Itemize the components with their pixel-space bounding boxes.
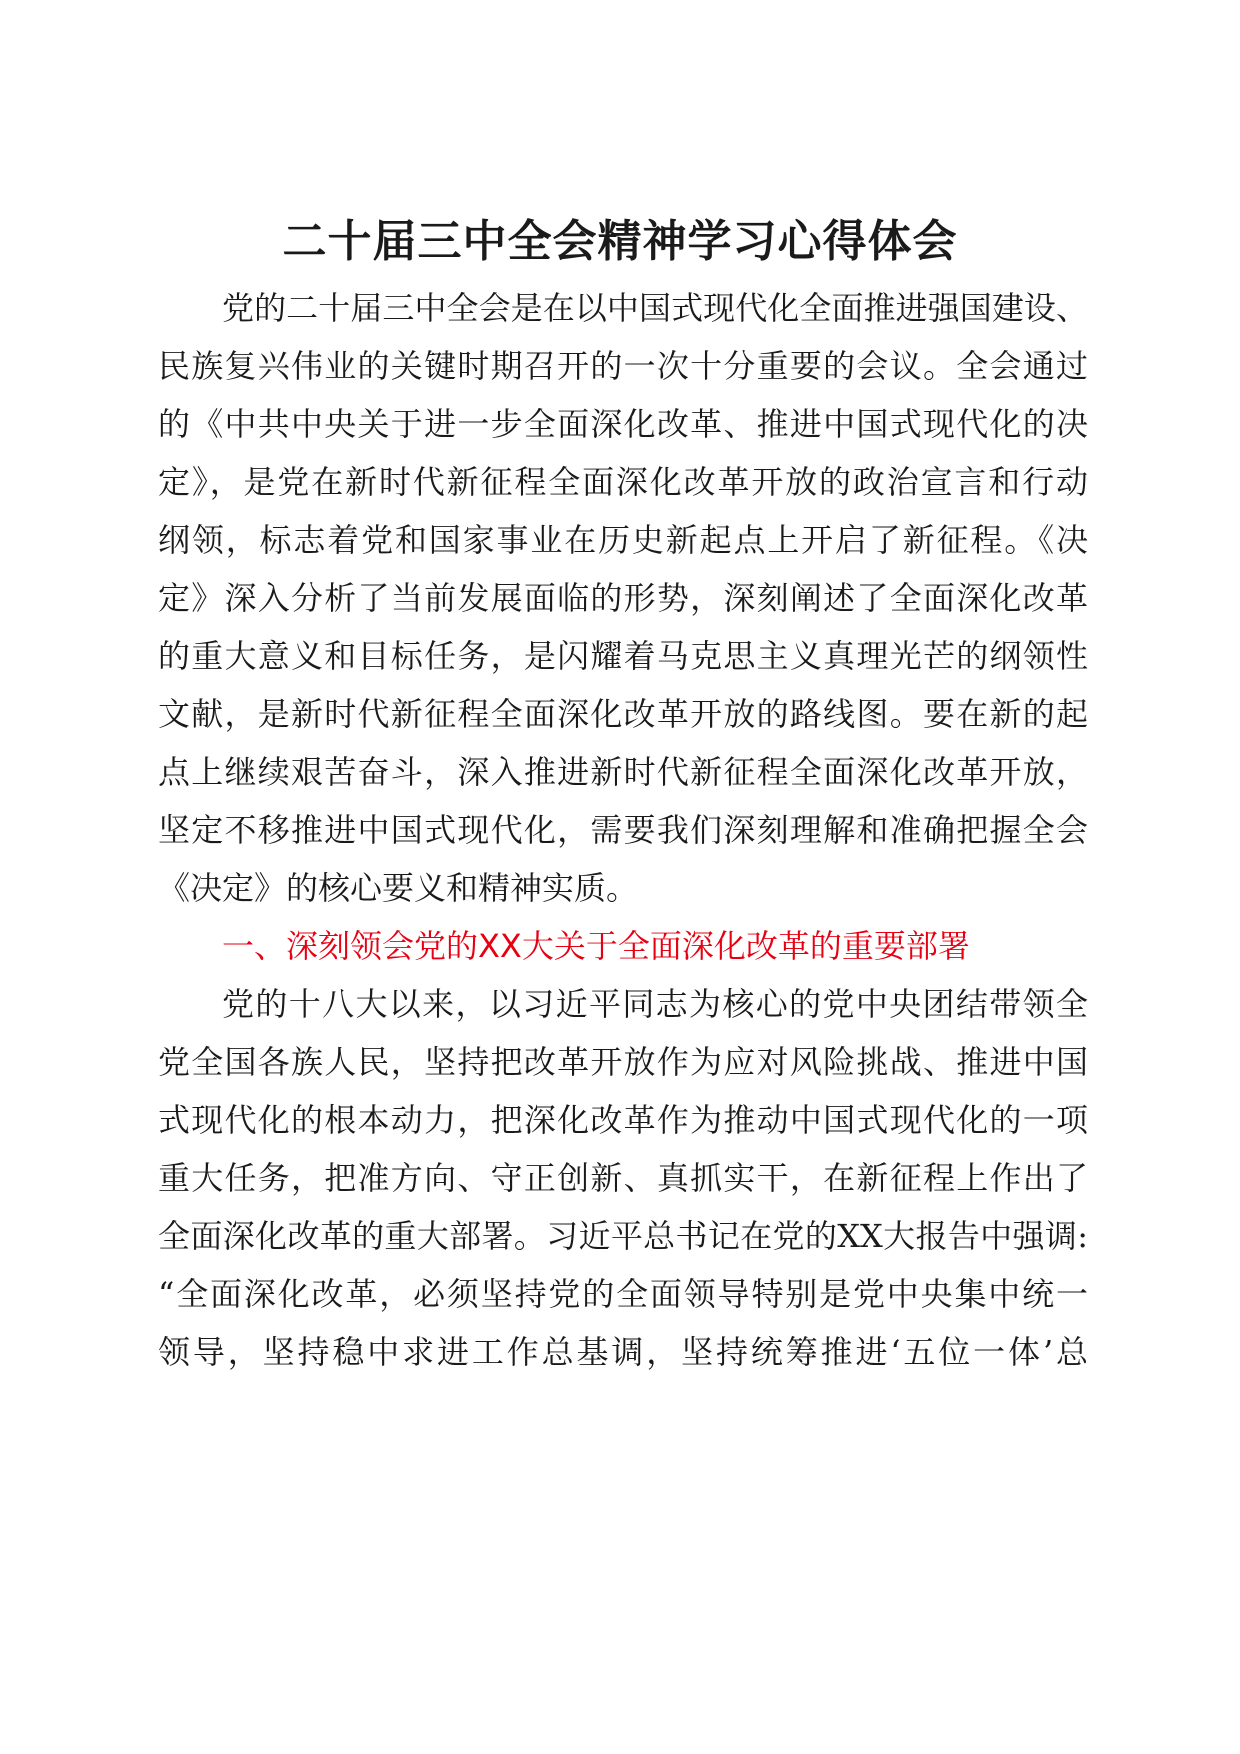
paragraph-1-line: 点上继续艰苦奋斗，深入推进新时代新征程全面深化改革开放， [158, 753, 1088, 791]
paragraph-1-line: 定》，是党在新时代新征程全面深化改革开放的政治宣言和行动 [158, 463, 1088, 501]
paragraph-2-line: 党全国各族人民，坚持把改革开放作为应对风险挑战、推进中国 [158, 1043, 1088, 1081]
paragraph-2-line: “全面深化改革，必须坚持党的全面领导特别是党中央集中统一 [158, 1275, 1088, 1313]
paragraph-1-line: 民族复兴伟业的关键时期召开的一次十分重要的会议。全会通过 [158, 347, 1088, 385]
paragraph-1-line: 的《中共中央关于进一步全面深化改革、推进中国式现代化的决 [158, 405, 1088, 443]
paragraph-2-line: 重大任务，把准方向、守正创新、真抓实干，在新征程上作出了 [158, 1159, 1088, 1197]
paragraph-1-line: 坚定不移推进中国式现代化，需要我们深刻理解和准确把握全会 [158, 811, 1088, 849]
paragraph-2-line: 党的十八大以来，以习近平同志为核心的党中央团结带领全 [222, 985, 1088, 1023]
paragraph-2-line: 全面深化改革的重大部署。习近平总书记在党的XX大报告中强调: [158, 1217, 1088, 1255]
section-1-heading: 一、深刻领会党的XX大关于全面深化改革的重要部署 [222, 927, 970, 965]
document-title: 二十届三中全会精神学习心得体会 [282, 216, 958, 267]
paragraph-1-line: 《决定》的核心要义和精神实质。 [158, 869, 639, 907]
paragraph-1-line: 文献，是新时代新征程全面深化改革开放的路线图。要在新的起 [158, 695, 1088, 733]
paragraph-2-line: 式现代化的根本动力，把深化改革作为推动中国式现代化的一项 [158, 1101, 1088, 1139]
paragraph-1-line: 党的二十届三中全会是在以中国式现代化全面推进强国建设、 [222, 289, 1088, 327]
paragraph-1-line: 定》深入分析了当前发展面临的形势，深刻阐述了全面深化改革 [158, 579, 1088, 617]
paragraph-2-line: 领导，坚持稳中求进工作总基调，坚持统筹推进‘五位一体’总 [158, 1333, 1088, 1371]
paragraph-1-line: 的重大意义和目标任务，是闪耀着马克思主义真理光芒的纲领性 [158, 637, 1088, 675]
paragraph-1-line: 纲领，标志着党和国家事业在历史新起点上开启了新征程。《决 [158, 521, 1088, 559]
